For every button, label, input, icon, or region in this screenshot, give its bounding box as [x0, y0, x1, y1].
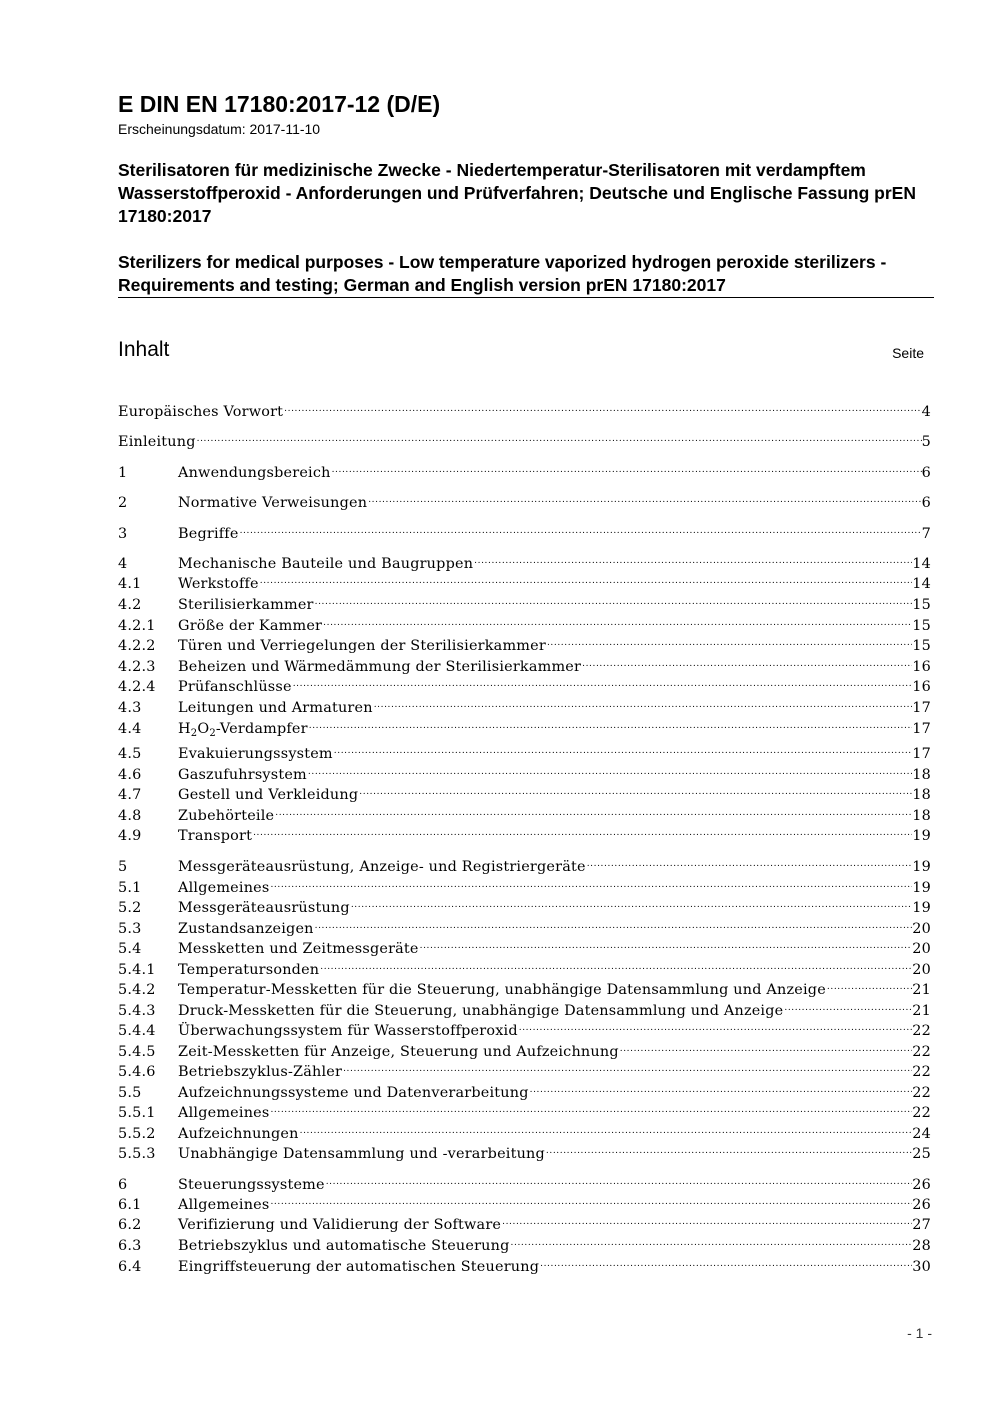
toc-entry[interactable]	[118, 713, 931, 739]
toc-entry-number: 4.7	[118, 787, 142, 803]
toc-entry-title: Anwendungsbereich	[178, 465, 331, 481]
toc-entry-title: Messketten und Zeitmessgeräte	[178, 941, 419, 957]
toc-leader-dots	[269, 1097, 912, 1117]
toc-entry-number: 3	[118, 526, 128, 542]
toc-entry-page: 22	[912, 1085, 931, 1101]
toc-entry-number: 4.8	[118, 808, 142, 824]
document-id: E DIN EN 17180:2017-12 (D/E)	[118, 91, 441, 117]
toc-entry-number: 5.5	[118, 1085, 142, 1101]
toc-entry[interactable]	[118, 457, 931, 481]
toc-leader-dots	[333, 738, 913, 758]
toc-entry-page: 15	[912, 638, 931, 654]
toc-entry-title: Einleitung	[118, 434, 196, 450]
toc-entry-number: 4.2.4	[118, 679, 156, 695]
toc-entry[interactable]	[118, 851, 931, 875]
english-title: Sterilizers for medical purposes - Low temperature vaporized hydrogen peroxide sterilizers - Requirements and testing; German and English version prEN 17180:2017	[118, 252, 887, 295]
toc-leader-dots	[322, 610, 912, 630]
toc-leader-dots	[274, 800, 912, 820]
toc-entry-title: Prüfanschlüsse	[178, 679, 292, 695]
title-rule	[118, 297, 934, 298]
toc-entry[interactable]	[118, 933, 931, 957]
toc-entry-page: 4	[921, 404, 931, 420]
toc-entry[interactable]	[118, 1056, 931, 1080]
toc-entry[interactable]	[118, 738, 931, 762]
toc-entry[interactable]	[118, 487, 931, 511]
toc-entry-page: 19	[912, 859, 931, 875]
toc-entry-title: Zeit-Messketten für Anzeige, Steuerung und Aufzeichnung	[178, 1044, 619, 1060]
toc-leader-dots	[239, 518, 922, 538]
toc-entry-title: Werkstoffe	[178, 576, 259, 592]
toc-entry[interactable]	[118, 820, 931, 844]
toc-entry-number: 4.9	[118, 828, 142, 844]
toc-leader-dots	[269, 1189, 912, 1209]
toc-entry-page: 15	[912, 618, 931, 634]
toc-entry-number: 4.2	[118, 597, 142, 613]
toc-leader-dots	[350, 892, 912, 912]
toc-entry-page: 20	[912, 941, 931, 957]
toc-entry-title: Betriebszyklus-Zähler	[178, 1064, 343, 1080]
toc-entry-page: 18	[912, 808, 931, 824]
toc-entry-title: Normative Verweisungen	[178, 495, 368, 511]
toc-entry[interactable]	[118, 872, 931, 896]
toc-leader-dots	[307, 759, 912, 779]
page-number: - 1 -	[907, 1325, 932, 1341]
toc-entry[interactable]	[118, 1077, 931, 1101]
toc-entry-title: Druck-Messketten für die Steuerung, unabhängige Datensammlung und Anzeige	[178, 1003, 784, 1019]
toc-entry-number: 4.6	[118, 767, 142, 783]
toc-entry-title: Gaszufuhrsystem	[178, 767, 307, 783]
toc-entry[interactable]	[118, 651, 931, 675]
toc-entry-title: Evakuierungssystem	[178, 746, 333, 762]
toc-leader-dots	[619, 1036, 913, 1056]
toc-entry-number: 4.2.2	[118, 638, 156, 654]
toc-entry-number: 5.5.1	[118, 1105, 156, 1121]
toc-leader-dots	[581, 651, 912, 671]
toc-entry-title: Allgemeines	[178, 880, 270, 896]
toc-entry-number: 5.4.4	[118, 1023, 156, 1039]
toc-leader-dots	[545, 1138, 912, 1158]
toc-entry-page: 5	[921, 434, 931, 450]
toc-entry-title: Leitungen und Armaturen	[178, 700, 373, 716]
toc-leader-dots	[473, 548, 912, 568]
toc-leader-dots	[367, 487, 921, 507]
toc-entry-page: 14	[912, 576, 931, 592]
toc-entry-number: 2	[118, 495, 128, 511]
toc-entry-page: 20	[912, 962, 931, 978]
toc-leader-dots	[826, 974, 912, 994]
toc-leader-dots	[529, 1077, 913, 1097]
toc-entry[interactable]	[118, 692, 931, 716]
toc-entry[interactable]	[118, 1097, 931, 1121]
toc-entry-number: 4.1	[118, 576, 142, 592]
toc-entry-title: Türen und Verriegelungen der Sterilisierkammer	[178, 638, 546, 654]
toc-entry[interactable]	[118, 1189, 931, 1213]
toc-entry-number: 5.4.6	[118, 1064, 156, 1080]
toc-entry-number: 5.5.2	[118, 1126, 156, 1142]
toc-entry-number: 4.3	[118, 700, 142, 716]
toc-entry-number: 5	[118, 859, 128, 875]
toc-entry-page: 27	[912, 1217, 931, 1233]
toc-entry-title: Temperatursonden	[178, 962, 320, 978]
toc-leader-dots	[314, 589, 913, 609]
toc-leader-dots	[331, 457, 922, 477]
toc-entry-number: 5.5.3	[118, 1146, 156, 1162]
toc-entry-page: 26	[912, 1177, 931, 1193]
toc-entry-number: 4.5	[118, 746, 142, 762]
toc-leader-dots	[358, 779, 912, 799]
toc-entry[interactable]	[118, 892, 931, 916]
toc-entry-title: Größe der Kammer	[178, 618, 323, 634]
toc-entry-page: 7	[921, 526, 931, 542]
toc-entry[interactable]	[118, 568, 931, 592]
toc-entry-page: 19	[912, 900, 931, 916]
toc-entry-page: 21	[912, 1003, 931, 1019]
toc-entry[interactable]	[118, 800, 931, 824]
toc-entry-page: 17	[912, 746, 931, 762]
toc-entry-number: 5.1	[118, 880, 142, 896]
toc-leader-dots	[314, 913, 913, 933]
toc-entry-page: 18	[912, 787, 931, 803]
toc-entry[interactable]	[118, 1036, 931, 1060]
toc-entry-page: 17	[912, 721, 931, 737]
toc-entry-page: 21	[912, 982, 931, 998]
toc-entry-number: 4.4	[118, 721, 142, 737]
toc-entry-page: 15	[912, 597, 931, 613]
toc-entry[interactable]	[118, 1230, 931, 1254]
toc-entry-page: 22	[912, 1064, 931, 1080]
toc-leader-dots	[292, 671, 913, 691]
toc-entry-number: 6.4	[118, 1259, 142, 1275]
toc-entry[interactable]	[118, 610, 931, 634]
toc-entry[interactable]	[118, 1209, 931, 1233]
toc-entry-title: Steuerungssysteme	[178, 1177, 325, 1193]
toc-entry-page: 20	[912, 921, 931, 937]
toc-entry-page: 14	[912, 556, 931, 572]
toc-entry[interactable]	[118, 1015, 931, 1039]
toc-entry[interactable]	[118, 396, 931, 420]
toc-entry-page: 19	[912, 828, 931, 844]
toc-entry-title: Allgemeines	[178, 1197, 270, 1213]
toc-leader-dots	[539, 1251, 912, 1271]
german-title: Sterilisatoren für medizinische Zwecke - Niedertemperatur-Sterilisatoren mit verdampftem Wasserstoffperoxid - Anforderungen und Prüfverfahren; Deutsche und Englische Fassung prEN 17180:2017	[118, 160, 916, 226]
toc-entry-title: Mechanische Bauteile und Baugruppen	[178, 556, 474, 572]
toc-entry-page: 28	[912, 1238, 931, 1254]
toc-entry[interactable]	[118, 974, 931, 998]
toc-entry[interactable]	[118, 913, 931, 937]
toc-entry-title: Messgeräteausrüstung, Anzeige- und Registriergeräte	[178, 859, 586, 875]
toc-entry-title: Allgemeines	[178, 1105, 270, 1121]
toc-entry[interactable]	[118, 518, 931, 542]
toc-entry[interactable]	[118, 1138, 931, 1162]
toc-entry-page: 22	[912, 1105, 931, 1121]
toc-entry-title: Transport	[178, 828, 253, 844]
toc-leader-dots	[373, 692, 913, 712]
toc-leader-dots	[518, 1015, 913, 1035]
toc-leader-dots	[283, 396, 921, 416]
toc-leader-dots	[342, 1056, 912, 1076]
toc-entry-title: Begriffe	[178, 526, 239, 542]
toc-entry-title: Zubehörteile	[178, 808, 275, 824]
toc-entry-title: Europäisches Vorwort	[118, 404, 284, 420]
toc-entry[interactable]	[118, 954, 931, 978]
toc-entry-number: 5.4.5	[118, 1044, 156, 1060]
toc-entry-page: 6	[921, 495, 931, 511]
toc-entry-number: 4.2.1	[118, 618, 156, 634]
toc-entry-title: Sterilisierkammer	[178, 597, 314, 613]
toc-entry-page: 26	[912, 1197, 931, 1213]
toc-entry-title: Temperatur-Messketten für die Steuerung, unabhängige Datensammlung und Anzeige	[178, 982, 826, 998]
toc-entry-title: Betriebszyklus und automatische Steuerung	[178, 1238, 510, 1254]
toc-entry[interactable]	[118, 759, 931, 783]
toc-entry[interactable]	[118, 995, 931, 1019]
toc-leader-dots	[269, 872, 912, 892]
toc-entry-title: Eingriffsteuerung der automatischen Steuerung	[178, 1259, 540, 1275]
toc-heading: Inhalt	[118, 338, 170, 361]
toc-entry-title: Messgeräteausrüstung	[178, 900, 350, 916]
publication-date: Erscheinungsdatum: 2017-11-10	[118, 121, 321, 137]
toc-entry-page: 16	[912, 679, 931, 695]
toc-page-heading: Seite	[892, 345, 924, 361]
toc-entry-number: 5.4.2	[118, 982, 156, 998]
toc-entry-title: $H_2O_2$-Verdampfer	[178, 721, 308, 739]
toc-entry-title: Aufzeichnungssysteme und Datenverarbeitung	[178, 1085, 529, 1101]
toc-entry-title: Aufzeichnungen	[178, 1126, 299, 1142]
toc-entry[interactable]	[118, 671, 931, 695]
toc-entry[interactable]	[118, 1118, 931, 1142]
toc-entry-page: 24	[912, 1126, 931, 1142]
toc-entry-page: 17	[912, 700, 931, 716]
toc-entry-page: 19	[912, 880, 931, 896]
toc-entry-number: 6.2	[118, 1217, 142, 1233]
toc-entry[interactable]	[118, 548, 931, 572]
toc-entry-number: 1	[118, 465, 128, 481]
toc-entry-number: 5.4	[118, 941, 142, 957]
toc-entry-page: 18	[912, 767, 931, 783]
toc-entry-title: Beheizen und Wärmedämmung der Sterilisierkammer	[178, 659, 582, 675]
toc-leader-dots	[252, 820, 912, 840]
toc-leader-dots	[586, 851, 913, 871]
toc-leader-dots	[299, 1118, 913, 1138]
toc-entry-number: 6	[118, 1177, 128, 1193]
toc-leader-dots	[308, 713, 913, 733]
toc-entry-page: 30	[912, 1259, 931, 1275]
toc-entry-title: Unabhängige Datensammlung und -verarbeitung	[178, 1146, 545, 1162]
toc-entry[interactable]	[118, 426, 931, 450]
toc-entry-number: 4	[118, 556, 128, 572]
toc-entry[interactable]	[118, 1251, 931, 1275]
toc-entry-page: 6	[921, 465, 931, 481]
toc-entry[interactable]	[118, 779, 931, 803]
toc-entry-title: Verifizierung und Validierung der Software	[178, 1217, 502, 1233]
toc-entry-number: 6.1	[118, 1197, 142, 1213]
toc-leader-dots	[319, 954, 912, 974]
toc-entry-number: 5.2	[118, 900, 142, 916]
toc-entry-number: 5.3	[118, 921, 142, 937]
toc-leader-dots	[546, 630, 912, 650]
toc-entry-page: 22	[912, 1023, 931, 1039]
toc-entry-page: 25	[912, 1146, 931, 1162]
toc-entry-page: 16	[912, 659, 931, 675]
toc-entry[interactable]	[118, 630, 931, 654]
toc-leader-dots	[325, 1169, 913, 1189]
toc-leader-dots	[419, 933, 913, 953]
toc-entry-number: 5.4.1	[118, 962, 156, 978]
toc-leader-dots	[259, 568, 913, 588]
toc-entry-title: Überwachungssystem für Wasserstoffperoxid	[178, 1023, 518, 1039]
toc-entry-title: Zustandsanzeigen	[178, 921, 314, 937]
toc-entry-number: 6.3	[118, 1238, 142, 1254]
toc-entry-page: 22	[912, 1044, 931, 1060]
toc-entry[interactable]	[118, 589, 931, 613]
toc-entry-number: 5.4.3	[118, 1003, 156, 1019]
toc-leader-dots	[510, 1230, 913, 1250]
toc-leader-dots	[501, 1209, 912, 1229]
toc-entry-title: Gestell und Verkleidung	[178, 787, 359, 803]
toc-entry-number: 4.2.3	[118, 659, 156, 675]
toc-leader-dots	[783, 995, 912, 1015]
toc-entry[interactable]	[118, 1169, 931, 1193]
toc-leader-dots	[196, 426, 922, 446]
